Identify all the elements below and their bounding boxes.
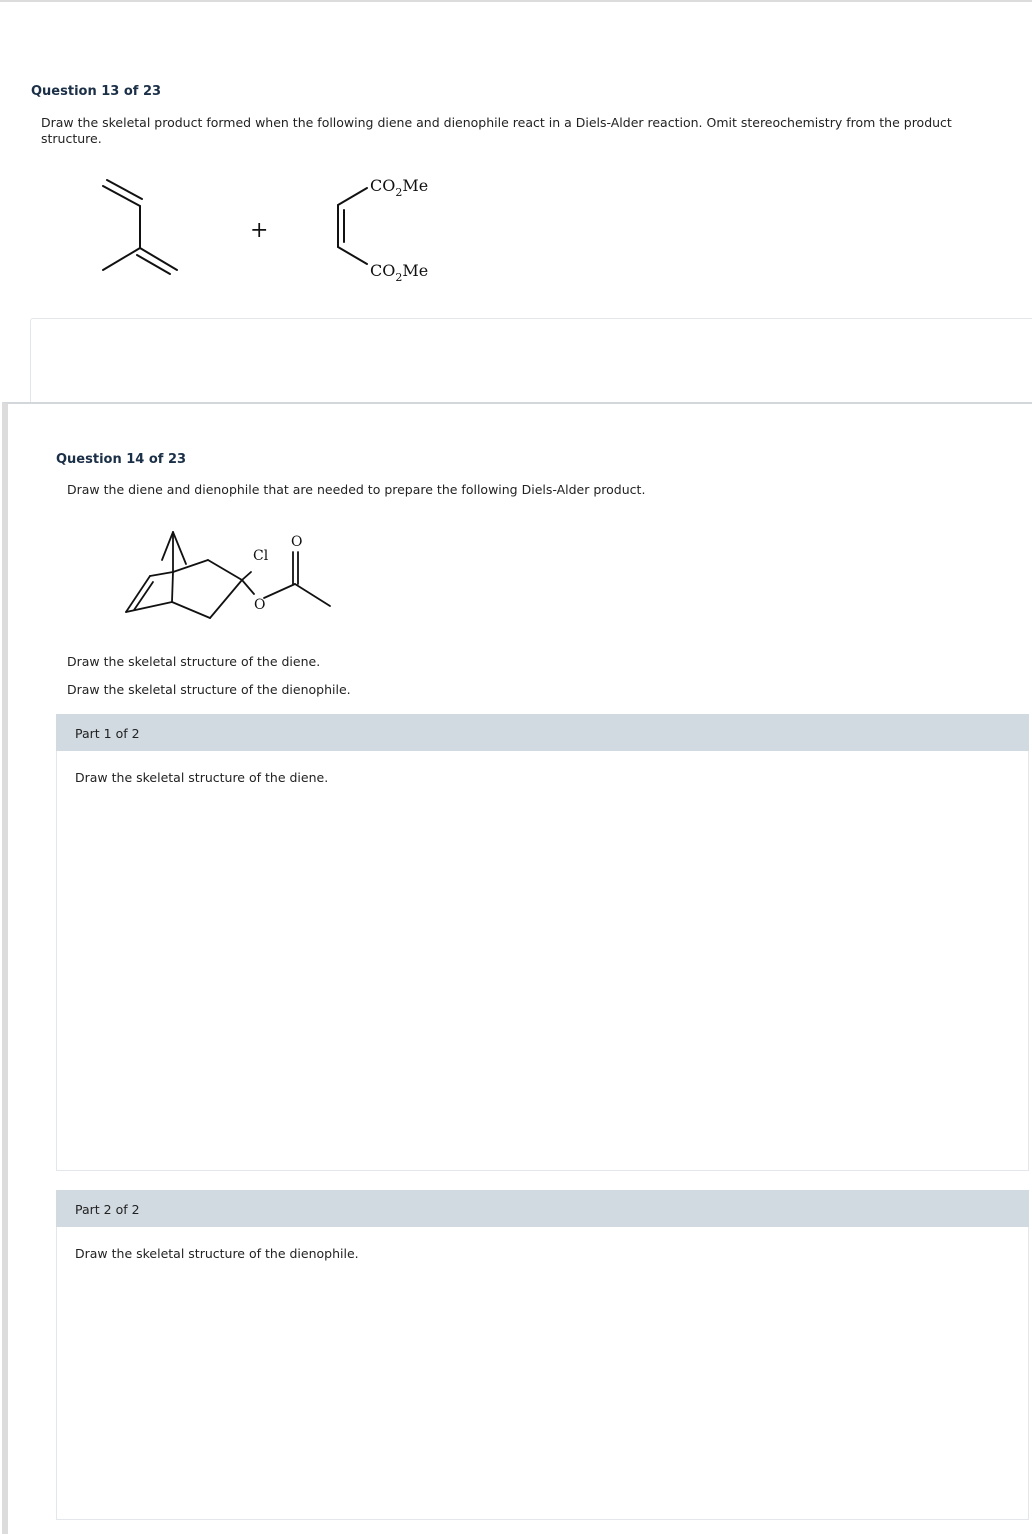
- diene-structure: [103, 180, 177, 274]
- carbonyl-oxygen-label: O: [291, 534, 303, 550]
- question-13-heading: Question 13 of 23: [31, 84, 162, 99]
- part-1-label: Part 1 of 2: [75, 726, 140, 741]
- question-13-answer-area[interactable]: [30, 318, 1032, 410]
- part-1-answer-area[interactable]: [56, 751, 1029, 1171]
- substituent-top-label: $CO_2Me$: [370, 176, 429, 199]
- plus-sign: +: [250, 218, 269, 243]
- dienophile-structure: [338, 188, 367, 264]
- top-divider: [0, 0, 1032, 2]
- part-2-prompt: Draw the skeletal structure of the dienophile.: [75, 1246, 359, 1261]
- part-1-prompt: Draw the skeletal structure of the diene.: [75, 770, 329, 785]
- part-2-answer-area[interactable]: [56, 1227, 1029, 1520]
- ester-oxygen-label: O: [254, 597, 266, 613]
- part-1-header: [56, 714, 1029, 751]
- question-14-prompt: Draw the diene and dienophile that are needed to prepare the following Diels-Alder product.: [67, 482, 646, 497]
- question-14-heading: Question 14 of 23: [56, 452, 187, 467]
- question-13-prompt-line2: structure.: [41, 131, 102, 146]
- part-2-label: Part 2 of 2: [75, 1202, 140, 1217]
- question-13-prompt-line1: Draw the skeletal product formed when the following diene and dienophile react in a Diels-Alder reaction. Omit stereochemistry from the product: [41, 115, 952, 130]
- instruction-diene: Draw the skeletal structure of the diene.: [67, 654, 321, 669]
- substituent-bottom-label: $CO_2Me$: [370, 261, 429, 284]
- question-13-reaction-figure: [0, 160, 500, 300]
- instruction-dienophile: Draw the skeletal structure of the dienophile.: [67, 682, 351, 697]
- question-14-product-figure: [100, 520, 360, 630]
- part-2-header: [56, 1190, 1029, 1227]
- chlorine-atom-label: Cl: [253, 548, 269, 564]
